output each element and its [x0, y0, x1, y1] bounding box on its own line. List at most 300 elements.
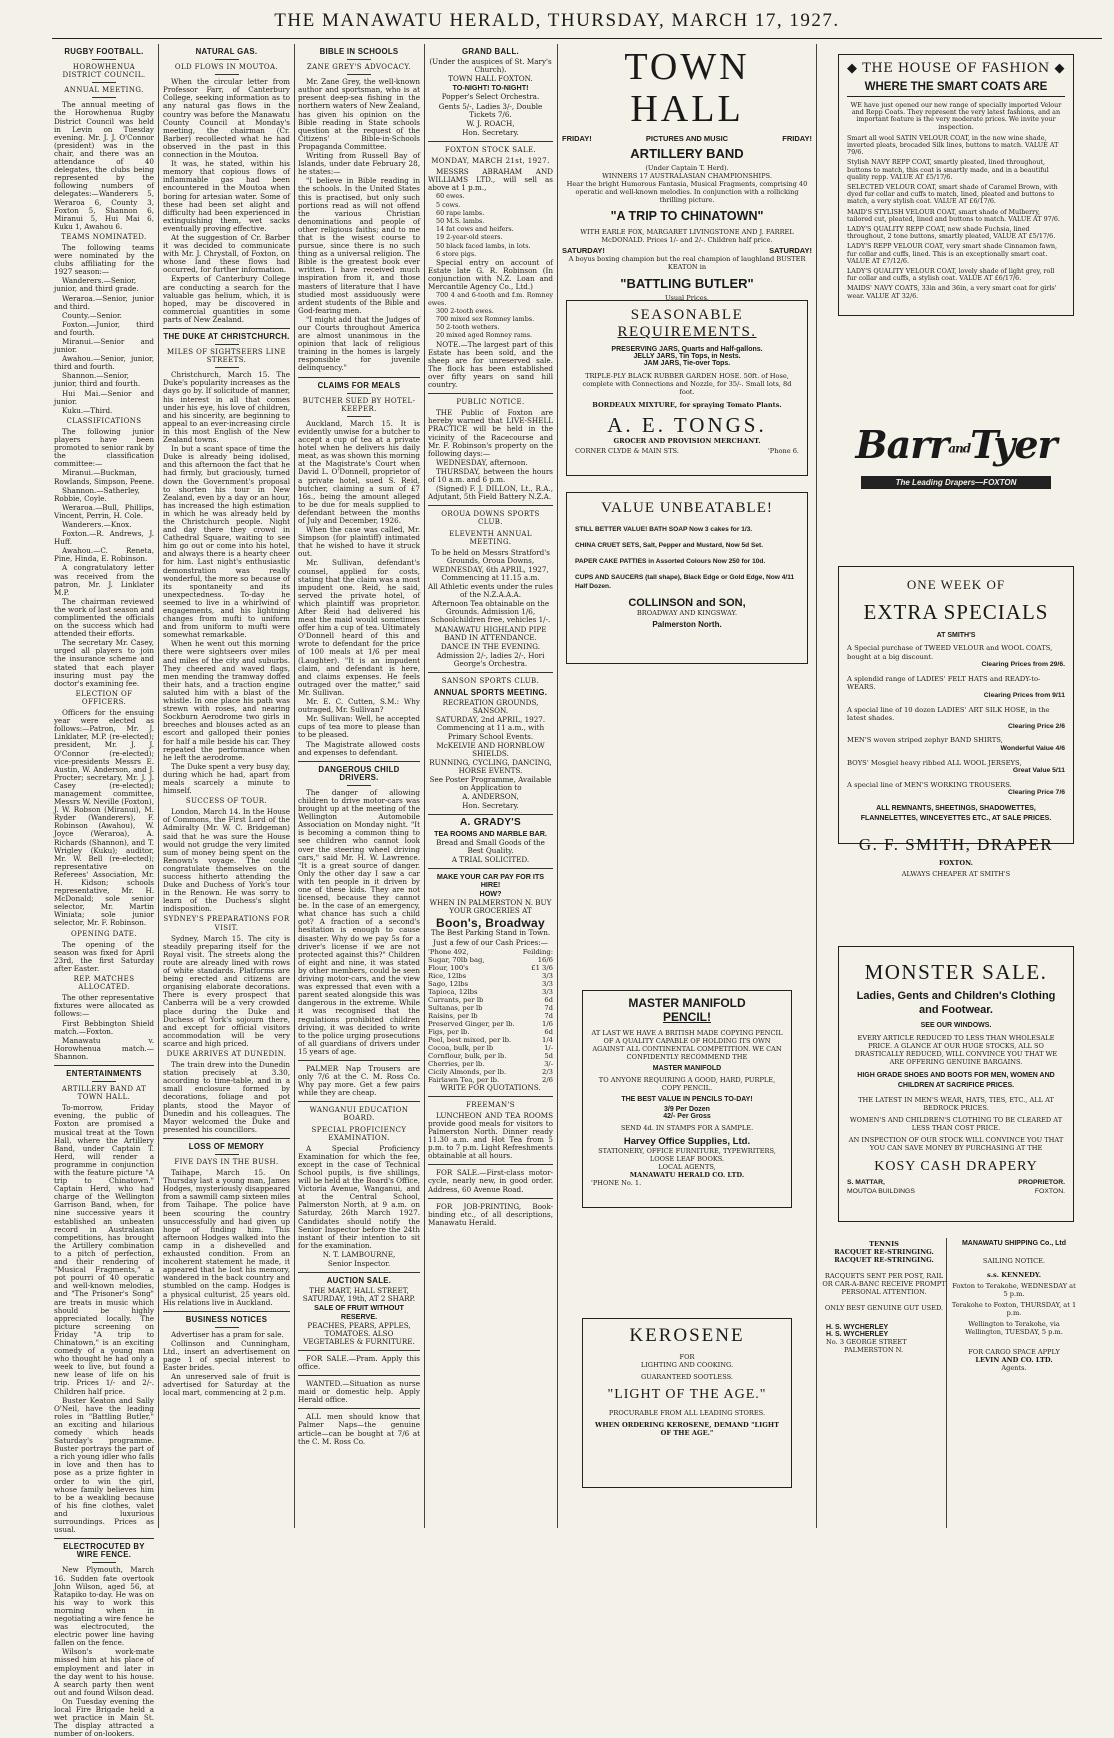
- tennis-line: TENNIS: [869, 1240, 899, 1248]
- kosy-bldg: FOXTON.: [1034, 1188, 1065, 1195]
- article-paragraph: When the case was called, Mr. Simpson (for plaintiff) intimated that he wished to have it struck out.: [298, 525, 420, 559]
- price-item: Cicily Almonds, per lb.: [428, 1067, 507, 1076]
- price-value: 7d: [544, 1003, 553, 1012]
- ball-line: TO-NIGHT! TO-NIGHT!: [452, 83, 529, 93]
- smith-name: G. F. SMITH, DRAPER: [858, 834, 1054, 854]
- column-rule: [424, 44, 425, 1528]
- memory-heading: LOSS OF MEMORY: [188, 1141, 265, 1151]
- value-item: CUPS AND SAUCERS (tall shape), Black Edge or Gold Edge, Now 4/11 Half Dozen.: [575, 574, 795, 590]
- list-item: 6 store pigs.: [436, 249, 477, 258]
- seasonable-title: REQUIREMENTS.: [617, 324, 757, 340]
- price-value: 3/3: [542, 987, 553, 996]
- tongs-trade: GROCER AND PROVISION MERCHANT.: [613, 437, 761, 445]
- article-paragraph: The train drew into the Dunedin station precisely at 3.30, according to time-table, and in a small enclosure formed by decorations, foliage and pot plants, stood the Mayor of Dunedin and his colleagues. The Mayor welcomed the Duke and presented his councillors.: [163, 1060, 290, 1134]
- article-paragraph: New Plymouth, March 16. Sudden fate overtook John Wilson, aged 56, at Ratapiko to-day. He was on his way to work this morning when in negotiating a wire fence he was electrocuted, the electric power line having fallen on the fence.: [54, 1565, 154, 1648]
- article-paragraph: When the circular letter from Professor Farr, of Canterbury College, seeking information as to any natural gas flows in the country was before the Manawatu County Council at Monday's meeting, the chairman (Cr. Barber) recollected what he had observed in the past in this connection in the Moutoa.: [163, 77, 290, 160]
- article-paragraph: Writing from Russell Bay of Islands, under date February 28, he states:—: [298, 151, 420, 177]
- fashion-title: ◆ THE HOUSE OF FASHION ◆: [847, 61, 1065, 76]
- shipping-line: Terakohe to Foxton, THURSDAY, at 1 p.m.: [951, 1301, 1077, 1317]
- price-item: Peel, best mixed, per lb.: [428, 1035, 512, 1044]
- event-line: WEDNESDAY, 6th APRIL, 1927, Commencing at 11.15 a.m.: [432, 564, 549, 582]
- price-value: 6d: [544, 995, 553, 1004]
- logo-banner: The Leading Drapers—FOXTON: [861, 476, 1051, 489]
- column-rule: [557, 44, 558, 1528]
- price-value: £1 3/6: [531, 963, 553, 972]
- winners-line: WINNERS 17 AUSTRALASIAN CHAMPIONSHIPS.: [602, 172, 772, 180]
- entertainments-subheading: ARTILLERY BAND AT TOWN HALL.: [61, 1085, 147, 1102]
- barr-tyer-logo: [840, 420, 1072, 516]
- price-value: 5d: [544, 1051, 553, 1060]
- article-paragraph: London, March 14. In the House of Commons, the First Lord of the Admiralty (Mr. W. C. Bridgeman) said that he was sure the House would not grudge the very limited sum of money being spent on the Renown's voyage. The could congratulate themselves on the success hitherto attending the Duke and Duchess of York's tour in the Renown. He was sorry to learn of the Duchess's slight indisposition.: [163, 807, 290, 914]
- monster-shoes: HIGH GRADE SHOES AND BOOTS FOR MEN, WOMEN AND CHILDREN AT SACRIFICE PRICES.: [857, 1072, 1055, 1089]
- list-item: 14 fat cows and heifers.: [436, 225, 514, 234]
- divider: [347, 59, 371, 60]
- table-row: [428, 1060, 553, 1068]
- section-title: OPENING DATE.: [71, 929, 137, 938]
- divider: [428, 868, 553, 869]
- divider: [298, 1272, 420, 1273]
- price-item: Cornflour, bulk, per lb.: [428, 1051, 507, 1060]
- table-row: [428, 1068, 553, 1076]
- article-paragraph: THE Public of Foxton are hereby warned that LIVE-SHELL PRACTICE will be held in the vicinity of the Racecourse and Mr. F. Robinson's property on the following days:—: [428, 408, 553, 458]
- list-item: Hui Mai.—Senior and junior.: [54, 388, 154, 406]
- kerosene-line: WHEN ORDERING KEROSENE, DEMAND "LIGHT OF THE AGE.": [594, 1421, 779, 1437]
- kosy-prop: S. MATTAR,: [847, 1179, 885, 1186]
- pencil-brand: MASTER MANIFOLD: [652, 1065, 722, 1072]
- collinson-town: Palmerston North.: [652, 620, 722, 629]
- smith-tagline: ALWAYS CHEAPER AT SMITH'S: [901, 869, 1011, 878]
- price-item: Raisins, per lb: [428, 1011, 478, 1020]
- fashion-ad: [838, 54, 1074, 316]
- pencil-title: PENCIL!: [663, 1010, 711, 1024]
- list-item: Manawatu v. Horowhenua match.—Shannon.: [54, 1035, 154, 1061]
- list-item: 700 mixed sex Romney lambs.: [436, 315, 535, 324]
- event-line: To be held on Messrs Stratford's Grounds, Oroua Downs,: [431, 547, 550, 565]
- divider: [215, 74, 239, 75]
- classified-ad: ALL men should know that Palmer Naps—the genuine article—can be bought at 7/6 at the C. M. Ross Co.: [298, 1412, 420, 1446]
- monster-windows: SEE OUR WINDOWS.: [920, 1022, 992, 1029]
- collinson-name: COLLINSON and SON,: [628, 597, 746, 609]
- diamond-icon: ◆: [847, 61, 858, 76]
- band-name: ARTILLERY BAND: [630, 146, 744, 161]
- divider: [215, 1154, 239, 1155]
- shipping-line: Foxton to Terakohe, WEDNESDAY at 5 p.m.: [952, 1282, 1076, 1298]
- event-line: DANCE IN THE EVENING.: [440, 641, 541, 651]
- value-item: PAPER CAKE PATTIES in Assorted Colours Now 250 for 10d.: [575, 558, 766, 565]
- divider: [215, 59, 239, 60]
- table-row: [428, 948, 553, 956]
- sanson-subheading: ANNUAL SPORTS MEETING.: [433, 688, 548, 698]
- divider: [54, 1065, 154, 1066]
- kerosene-title: KEROSENE: [629, 1325, 745, 1346]
- article-paragraph: The chairman reviewed the work of last season and complimented the officials on the success which had attended their efforts.: [54, 596, 155, 639]
- specials-desc: A Special purchase of TWEED VELOUR and WOOL COATS, bought at a big discount.: [847, 644, 1053, 661]
- kosy-bldg: MOUTOA BUILDINGS: [847, 1188, 915, 1195]
- captain-line: (Under Captain T. Herd).: [645, 164, 729, 172]
- article-paragraph: The Duke spent a very busy day, during which he had, apart from meals scarcely a minute to himself.: [163, 761, 290, 796]
- fashion-item: MAIDS' NAVY COATS, 33in and 36in, a very smart coat for girls' wear. VALUE AT 32/6.: [847, 284, 1057, 300]
- article-paragraph: The annual meeting of the Horowhenua Rugby District Council was held in Levin on Tuesday evening. Mr. J. J. O'Connor (president) was in the chair, and there was an attendance of 40 delegates, the clubs being represented by the following numbers of delegates:—Wanderers 5, Weraroa 6, County 3, Foxton 5, Shannon 6, Miranui 5, Hui Mai 6, Kuku 1, Awahou 6.: [54, 100, 154, 231]
- signature: N. T. LAMBOURNE,: [322, 1249, 396, 1259]
- freeman-heading: FREEMAN'S: [465, 1100, 515, 1109]
- fashion-item: MAID'S STYLISH VELOUR COAT, smart shade of Mulberry, tailored cut, pleated, lined and buttons to match. VALUE AT 97/6.: [847, 207, 1060, 223]
- divider: [92, 59, 116, 60]
- specials-title: EXTRA SPECIALS: [863, 600, 1049, 624]
- stock-sale-date: MONDAY, MARCH 21st, 1927.: [431, 157, 550, 166]
- article-paragraph: Taihape, March 15. On Thursday last a young man, James Hodges, mysteriously disappeared from a sawmill camp sixteen miles from Taihape. The police have been scouring the country unsuccessfully and had given up hope of finding him. This afternoon Hodges walked into the camp in a dishevelled and exhausted condition. From an incoherent statement he made, it appeared that he lost his memory, wandered in the back country and stumbled on the camp. Hodges is a physical culturist, 25 years old. His relations live in Auckland.: [163, 1168, 290, 1307]
- list-item: 5 cows.: [436, 200, 461, 209]
- price-item: Sago, 12lbs: [428, 979, 469, 988]
- divider: [428, 505, 553, 506]
- classified-ad: PALMER Nap Trousers are only 7/6 at the C. M. Ross Co. Why pay more. Get a few pairs while they are cheap.: [298, 1063, 420, 1098]
- section-title: SUCCESS OF TOUR.: [185, 797, 268, 806]
- boon-line: WHEN IN PALMERSTON N. BUY YOUR GROCERIES AT: [429, 898, 552, 916]
- value-ad: [566, 492, 808, 664]
- specials-desc: A special line of MEN'S WORKING TROUSERS.: [847, 780, 1012, 789]
- pencil-price: 42/- Per Gross: [663, 1113, 711, 1120]
- article-paragraph: "I believe in Bible reading in the schools. In the United States this is practised, but only such portions read as will not offend the various Christian denominations and people of other religious faiths; and to me that is the wisest course to pursue, since there is no such thing as a universal religion. The Bible is the greatest book ever written. I have received much inspiration from it, and those masters of literature that I have studied most assiduously were ardent students of the Bible and God-fearing men.: [298, 176, 420, 315]
- bible-heading: BIBLE IN SCHOOLS: [319, 47, 399, 56]
- column-4: [428, 44, 553, 1528]
- fashion-subtitle: WHERE THE SMART COATS ARE: [847, 81, 1065, 97]
- logo-text: Barr: [855, 422, 949, 467]
- pencil-sample: SEND 4d. IN STAMPS FOR A SAMPLE.: [620, 1124, 754, 1132]
- divider: [298, 1101, 420, 1102]
- boxing-line: A boyus boxing champion but the real champion of laughland BUSTER KEATON in: [568, 255, 806, 271]
- article-paragraph: "I might add that the Judges of our Courts throughout America are almost unanimous in the opinion that lack of religious training in the homes is largely responsible for juvenile delinquency.": [298, 314, 420, 373]
- logo-text: Tyer: [970, 422, 1057, 467]
- section-title: CLASSIFICATIONS: [66, 416, 142, 425]
- article-paragraph: An unreserved sale of fruit is advertised for Saturday at the local mart, commencing at 2 p.m.: [163, 1372, 290, 1398]
- article-paragraph: Buster Keaton and Sally O'Neil, have the leading roles in "Battling Butler," an exciting and hilarious comedy which heads Saturday's programme. Buster portrays the part of a rich young idler who falls in love and then has to pose as a prize fighter in order to win the girl, whose family believes him to be a weakling because of his fine clothes, valet and luxurious surroundings. Prices as usual.: [54, 1395, 154, 1535]
- article-paragraph: In but a scant space of time the Duke is already being idolised, and this afternoon the fact that he had firmly, but graciously, turned down the Government's proposal to shorten his tour in New Zealand, even by a day or an hour, has increased the high estimation in which he was already held by the Christchurch people. Night and day there they crowd in Cathedral Square, waiting to see him go out or come into his hotel, and always there is a hearty cheer for him. Last night's enthusiastic demonstration was really wonderful, the more so because of its spontaneity and its unexpectedness. To-day he seemed to live in a whirlwind of engagements, and his lightning changes from mufti to uniform and from uniform to mufti were somewhat remarkable.: [163, 444, 290, 640]
- article-paragraph: MESSRS ABRAHAM AND WILLIAMS LTD., will sell as above at 1 p.m.,: [428, 167, 553, 193]
- wanganui-subheading: SPECIAL PROFICIENCY EXAMINATION.: [311, 1125, 407, 1142]
- cast-line: WITH EARLE FOX, MARGARET LIVINGSTONE AND J. FARREL McDONALD. Prices 1/- and 2/-. Children half price.: [580, 228, 794, 244]
- price-value: 7d: [544, 1011, 553, 1020]
- article-paragraph: The Magistrate allowed costs and expenses to defendant.: [298, 739, 420, 757]
- business-notices-heading: BUSINESS NOTICES: [185, 1314, 268, 1324]
- oroua-subheading: ELEVENTH ANNUAL MEETING.: [449, 529, 532, 546]
- gas-subheading: OLD FLOWS IN MOUTOA.: [174, 63, 279, 72]
- meals-subheading: BUTCHER SUED BY HOTEL-KEEPER.: [302, 396, 416, 413]
- shipping-agents: LEVIN AND CO. LTD.: [975, 1356, 1053, 1364]
- article-paragraph: Experts of Canterbury College are conducting a search for the valuable gas helium, which, it is hoped, may be discovered in commercial quantities in some parts of New Zealand.: [163, 274, 290, 324]
- event-line: Admission 2/-, ladies 2/-, Hori George's Orchestra.: [436, 650, 545, 668]
- pencil-desc: TO ANYONE REQUIRING A GOOD, HARD, PURPLE, COPY PENCIL.: [598, 1076, 776, 1092]
- signature: A. ANDERSON,: [462, 792, 519, 802]
- article-paragraph: It was, he stated, within his memory that copious flows of inflammable gas had been encountered in the Moutoa when boring for artesian water. Some of these had been set alight and difficulty had been experienced in extinguishing them, wet sacks eventually proving effective.: [163, 159, 290, 233]
- divider: [92, 1562, 116, 1563]
- table-row: [428, 1052, 553, 1060]
- electrocuted-heading: ELECTROCUTED BY WIRE FENCE.: [63, 1542, 145, 1560]
- wycherley-name: H. S. WYCHERLEY: [826, 1331, 889, 1338]
- table-row: [428, 1004, 553, 1012]
- article-paragraph: Mr. E. C. Cutten, S.M.: Why outraged, Mr. Sullivan?: [298, 697, 420, 715]
- bible-subheading: ZANE GREY'S ADVOCACY.: [306, 63, 412, 72]
- divider: [92, 97, 116, 98]
- price-item: Flour, 100's: [428, 963, 469, 972]
- specials-price: Clearing Price 7/6: [1007, 789, 1065, 797]
- kerosene-line: PROCURABLE FROM ALL LEADING STORES.: [608, 1409, 766, 1417]
- fashion-item: Stylish NAVY REPP COAT, smartly pleated, lined throughout, buttons to match, this coat is smartly made, and in a beautiful quality repp. VALUE AT £5/17/6.: [847, 158, 1049, 181]
- value-item: CHINA CRUET SETS, Salt, Pepper and Mustard, Now 5d Set.: [575, 542, 764, 549]
- price-value: 2/6: [542, 1075, 553, 1084]
- divider: [428, 393, 553, 394]
- boon-line: WRITE FOR QUOTATIONS.: [440, 1082, 541, 1092]
- auction-line: THE MART, HALL STREET, SATURDAY, 19th, AT 2 SHARP.: [302, 1286, 416, 1304]
- classified-ad: WANTED.—Situation as nurse maid or domestic help. Apply Herald office.: [298, 1379, 420, 1405]
- event-line: All Athletic events under the rules of the N.Z.A.A.A.: [428, 582, 553, 600]
- divider: [163, 1311, 290, 1312]
- program-line: Hear the bright Humorous Fantasia, Musical Fragments, comprising 40 operatic and well-known melodies. In conjunction with a rollicking thrilling picture.: [566, 180, 808, 204]
- kosy-name: KOSY CASH DRAPERY: [874, 1159, 1038, 1174]
- product-line: PRESERVING JARS, Quarts and Half-gallons.: [611, 346, 763, 353]
- price-item: 'Phone 492,: [428, 947, 469, 956]
- value-title: VALUE UNBEATABLE!: [601, 500, 773, 516]
- public-notice-heading: PUBLIC NOTICE.: [456, 398, 525, 407]
- section-title: SYDNEY'S PREPARATIONS FOR VISIT.: [163, 915, 290, 932]
- signature-title: Hon. Secretary.: [462, 127, 519, 137]
- article-paragraph: When he went out this morning there were sightseers over miles and miles of the city and suburbs. They cheered and waved flags, men mending the tramway doffed their hats, and a traction engine saluted him with a blast of the whistle. In one place his path was strewn with roses, and nearing Sockburn Aerodrome two girls in breeches and blouses acted as an escort and galloped their ponies for half a mile beside his car. They repeated the performance when he left the aerodrome.: [163, 639, 290, 762]
- fashion-item: Smart all wool SATIN VELOUR COAT, in the new wine shade, inverted pleats, brocaded Silk lines, buttons to match. VALUE AT 79/6.: [847, 133, 1059, 157]
- shipping-agents-label: Agents.: [1001, 1364, 1027, 1372]
- divider: [347, 416, 371, 417]
- article-paragraph: The danger of allowing children to drive motor-cars was brought up at the meeting of the Wellington Automobile Association on Monday night. "It is becoming a common thing to see children who cannot look over the steering wheel driving cars," said Mr. H. W. Lawrence. "It is a great source of danger. Only the other day I saw a car with ten people in it driven by one of these kids. They are not licensed, because they cannot be. In the case of an emergency, what chance has such a child got? A fraction of a second's hesitation is enough to cause disaster. Why do we pay 5s for a driver's license if we are not protected against this?" Children of eight and nine, it was stated by other members, could be seen driving motor-cars, and the view was expressed that even with a parent seated alongside this was dangerous in the extreme. While it was recognised that the regulations prohibited children driving, it was decided to write to the police urging prosecutions of all guardians of drivers under 15 years of age.: [298, 787, 420, 1056]
- ball-line: (Under the auspices of St. Mary's Church).: [429, 57, 552, 75]
- article-paragraph: Officers for the ensuing year were elected as follows:—Patron, Mr. J. Linklater, M.P. (re-elected); president, Mr. J. J. O'Connor (re-elected); vice-presidents Messrs E. Austin, W. Anderson, and J. Procter; secretary, Mr. J. J. Casey (re-elected); management committee, Messrs W. Neville (Foxton), J. W. Robson (Miranui), M. Ryder (Wanderers), F. Robinson (Awahou), W. Joyce (Weraroa), A. Richards (Shannon), and T. Wrigley (Kuku); auditor, Mr. W. Bell (re-elected); representative on Referees' Association, Mr. H. Kidson; schools representative, Mr. H. McDonald; sole senior selector, Mr. Martin Winiata; sole junior selector, Mr. F. Robinson.: [54, 708, 154, 928]
- article-paragraph: Mr. Sullivan: Well, he accepted cups of tea more to please than to be pleased.: [298, 714, 420, 740]
- town-hall-title: TOWN HALL: [624, 46, 750, 130]
- kerosene-slogan: "LIGHT OF THE AGE.": [607, 1387, 767, 1402]
- drivers-heading: DANGEROUS CHILD DRIVERS.: [318, 764, 400, 782]
- fashion-item: LADY'S QUALITY VELOUR COAT, lovely shade of light grey, roll fur collar and cuffs, a stylish coat. VALUE AT £6/17/6.: [847, 267, 1055, 283]
- list-item: Wanderers.—Senior, junior, and third grade.: [54, 276, 139, 294]
- wanganui-heading: WANGANUI EDUCATION BOARD.: [309, 1106, 409, 1123]
- column-1: [54, 44, 155, 1738]
- price-value: 2/3: [542, 1067, 553, 1076]
- monster-title: MONSTER SALE.: [864, 960, 1048, 984]
- list-item: THURSDAY, between the hours of 10 a.m. and 6 p.m.: [428, 466, 553, 485]
- signature-title: Senior Inspector.: [327, 1259, 391, 1269]
- divider: [92, 82, 116, 83]
- rugby-heading: RUGBY FOOTBALL.: [64, 47, 144, 56]
- specials-all: ALL REMNANTS, SHEETINGS, SHADOWETTES, FLANNELETTES, WINCEYETTES ETC., AT SALE PRICES.: [860, 804, 1052, 822]
- price-item: Preserved Ginger, per lb.: [428, 1019, 515, 1028]
- sanson-heading: SANSON SPORTS CLUB.: [441, 677, 540, 685]
- boon-line: The Best Parking Stand in Town.: [430, 928, 551, 938]
- saturday-label: SATURDAY!: [562, 246, 605, 255]
- event-line: McKELVIE AND HORNBLOW SHIELDS.: [436, 740, 545, 758]
- list-item: Wanderers.—Knox.: [62, 519, 132, 529]
- specials-price: Great Value 5/11: [1012, 767, 1065, 775]
- product-line: JELLY JARS, Tin Tops, in Nests.: [633, 353, 741, 360]
- divider: [298, 377, 420, 378]
- specials-price: Clearing Prices from 29/6.: [981, 661, 1065, 669]
- list-item: 700 4 and 6-tooth and f.m. Romney ewes.: [428, 291, 553, 307]
- usual-prices: Usual Prices.: [664, 294, 710, 302]
- shipping-title: MANAWATU SHIPPING Co., Ltd: [961, 1240, 1067, 1247]
- feature-title: "A TRIP TO CHINATOWN": [610, 209, 764, 223]
- signature: (Signed) F. J. DILLON, Lt., R.A., Adjutant, 5th Field Battery N.Z.A.: [428, 484, 553, 502]
- article-paragraph: The following junior players have been promoted to senior rank by the classification committee:—: [54, 426, 154, 469]
- article-paragraph: NOTE.—The largest part of this Estate has been sold, and the sheep are for unreserved sale. The flock has been established over fifty years on sand hill country.: [428, 339, 553, 390]
- specials-item: [847, 736, 1065, 753]
- pencil-best: THE BEST VALUE IN PENCILS TO-DAY!: [621, 1096, 753, 1103]
- event-line: MANAWATU HIGHLAND PIPE BAND IN ATTENDANCE.: [434, 624, 547, 642]
- specials-item: [847, 644, 1065, 670]
- pictures-label: PICTURES AND MUSIC: [645, 134, 729, 143]
- price-value: 16/6: [537, 955, 553, 964]
- meals-heading: CLAIMS FOR MEALS: [317, 380, 401, 390]
- tennis-line: ONLY BEST GENUINE GUT USED.: [824, 1304, 944, 1312]
- kerosene-ad: [582, 1318, 792, 1488]
- tongs-phone: 'Phone 6.: [767, 447, 799, 455]
- divider: [347, 393, 371, 394]
- specials-desc: BOYS' Mosgiel heavy ribbed ALL WOOL JERSEYS,: [847, 758, 1022, 767]
- price-value: 3/3: [542, 971, 553, 980]
- duke-subheading: MILES OF SIGHTSEERS LINE STREETS.: [166, 348, 286, 365]
- signature-title: Hon. Secretary.: [462, 801, 519, 811]
- fashion-item: SELECTED VELOUR COAT, smart shade of Caramel Brown, with dyed fur collar and cuffs to match, lined, pleated and buttons to match, a very stylish coat. VALUE AT £6/17/6.: [847, 183, 1058, 206]
- fashion-item: LADY'S REPP VELOUR COAT, very smart shade Cinnamon fawn, fur collar and cuffs, lined. This is an exceptionally smart coat. VALUE AT £7/12/6.: [847, 242, 1058, 265]
- price-table: [428, 948, 553, 1084]
- table-row: [428, 1028, 553, 1036]
- gas-heading: NATURAL GAS.: [195, 47, 258, 56]
- divider: [215, 344, 239, 345]
- list-item: Shannon.—Satherley, Robbie, Coyle.: [54, 485, 140, 503]
- oroua-heading: OROUA DOWNS SPORTS CLUB.: [441, 510, 540, 527]
- ball-heading: GRAND BALL.: [461, 47, 519, 56]
- shipping-ad: [950, 1238, 1078, 1528]
- divider: [54, 1538, 154, 1539]
- article-paragraph: The following teams were nominated by the clubs affiliating for the 1927 season:—: [54, 242, 154, 277]
- divider: [428, 1164, 553, 1165]
- article-paragraph: On Tuesday evening the local Fire Brigade held a wet practice in Main St. The display attracted a number of on-lookers.: [54, 1696, 154, 1738]
- divider: [215, 1327, 239, 1328]
- divider: [347, 74, 371, 75]
- pencil-ad: [582, 990, 792, 1208]
- article-paragraph: Advertiser has a pram for sale.: [171, 1329, 284, 1339]
- list-item: Miranui.—Senior and junior.: [54, 337, 154, 355]
- product-line: BORDEAUX MIXTURE, for spraying Tomato Plants.: [592, 401, 782, 409]
- shipping-ship: s.s. KENNEDY.: [986, 1271, 1042, 1279]
- wycherley-address: No. 3 GEORGE STREET: [826, 1338, 907, 1346]
- divider: [298, 761, 420, 762]
- grady-line: A TRIAL SOLICITED.: [451, 854, 530, 864]
- rugby-subheading: HOROWHENUA DISTRICT COUNCIL.: [62, 63, 146, 80]
- price-item: Cocoa, bulk, per lb: [428, 1043, 494, 1052]
- kerosene-line: LIGHTING AND COOKING.: [640, 1361, 734, 1369]
- specials-price: Wonderful Value 4/6: [1000, 744, 1065, 752]
- list-item: WEDNESDAY, afternoon.: [436, 457, 528, 467]
- table-row: [428, 988, 553, 996]
- price-value: 3/3: [542, 979, 553, 988]
- price-value: 6d: [544, 1027, 553, 1036]
- table-row: [428, 1036, 553, 1044]
- section-title: TEAMS NOMINATED.: [61, 232, 147, 241]
- divider: [428, 141, 553, 142]
- pencil-price: 3/9 Per Dozen: [664, 1106, 710, 1113]
- masthead: THE MANAWATU HERALD, THURSDAY, MARCH 17, 1927.: [274, 10, 840, 31]
- list-item: First Bebbington Shield match.—Foxton.: [54, 1018, 154, 1036]
- list-item: Foxton.—Junior, third and fourth.: [54, 319, 154, 337]
- feature-title: "BATTLING BUTLER": [620, 276, 754, 291]
- list-item: Miranui.—Buckman, Rowlands, Simpson, Peene.: [54, 468, 155, 486]
- product-line: TRIPLE-PLY BLACK RUBBER GARDEN HOSE. 50ft. of Hose, complete with Connections and Nozzle, for 35/-. Small lots, 8d foot.: [582, 372, 792, 396]
- event-line: SATURDAY, 2nd APRIL, 1927. Commencing at 11 a.m., with Primary School Events.: [435, 715, 546, 741]
- specials-price: Clearing Prices from 9/11: [983, 691, 1065, 699]
- divider: [163, 328, 290, 329]
- specials-top: ONE WEEK OF: [906, 577, 1006, 592]
- article-paragraph: Special entry on account of Estate late G. R. Robinson (In conjunction with N.Z. Loan and Mercantile Agency Co., Ltd.): [428, 258, 553, 292]
- rugby-subheading: ANNUAL MEETING.: [64, 86, 144, 95]
- harvey-desc: STATIONERY, OFFICE FURNITURE, TYPEWRITERS, LOOSE LEAF BOOKS.: [598, 1147, 776, 1163]
- article-paragraph: LUNCHEON AND TEA ROOMS provide good meals for visitors to Palmerston North. Dinner ready 11.30 a.m. and Hot Tea from 5 p.m. to 7 p.m. Light Refreshments obtainable at all hours.: [428, 1110, 553, 1161]
- divider: [163, 1138, 290, 1139]
- price-item: Cherries, per lb.: [428, 1059, 485, 1068]
- article-paragraph: The other representative fixtures were allocated as follows:—: [54, 993, 154, 1019]
- tennis-line: RACQUET RE-STRINGING.: [834, 1256, 934, 1264]
- duke-heading: THE DUKE AT CHRISTCHURCH.: [163, 332, 290, 341]
- monster-latest: THE LATEST IN MEN'S WEAR, HATS, TIES, ETC., ALL AT BEDROCK PRICES.: [858, 1096, 1054, 1112]
- classified-ad: FOR SALE.—Pram. Apply this office.: [298, 1353, 420, 1371]
- section-title: DUKE ARRIVES AT DUNEDIN.: [166, 1049, 287, 1058]
- harvey-name: Harvey Office Supplies, Ltd.: [623, 1136, 751, 1147]
- divider: [92, 1081, 116, 1082]
- specials-price: Clearing Price 2/6: [1007, 722, 1065, 730]
- entertainments-heading: ENTERTAINMENTS: [66, 1068, 142, 1078]
- article-paragraph: Wilson's work-mate missed him at his place of employment and later in the day went to his house. A search party then went out and found Wilson dead.: [54, 1647, 154, 1697]
- monster-para: EVERY ARTICLE REDUCED TO LESS THAN WHOLESALE PRICE. A GLANCE AT OUR HUGE STOCKS, ALL SO DRASTICALLY REDUCED, WILL CONVINCE YOU THAT WE ARE OFFERING GENUINE BARGAINS.: [854, 1034, 1058, 1066]
- memory-subheading: FIVE DAYS IN THE BUSH.: [174, 1158, 279, 1166]
- event-line: Afternoon Tea obtainable on the Grounds. Admission 1/6, Schoolchildren free, vehicles 1/-.: [430, 599, 551, 625]
- list-item: County.—Senior.: [62, 310, 122, 320]
- specials-item: [847, 759, 1065, 776]
- stock-sale-heading: FOXTON STOCK SALE.: [444, 145, 537, 154]
- divider: [298, 1060, 420, 1061]
- article-paragraph: The secretary Mr. Casey, urged all players to join the insurance scheme and stated that each player insuring must pay the doctor's examining fee.: [54, 638, 154, 688]
- town-hall-ad: [562, 44, 812, 302]
- monster-sale-ad: [838, 946, 1074, 1222]
- list-item: 50 black faced lambs, in lots.: [436, 241, 531, 250]
- harvey-phone: 'PHONE No. 1.: [591, 1179, 642, 1187]
- specials-desc: A special line of 10 dozen LADIES' ART SILK HOSE, in the latest shades.: [847, 705, 1050, 723]
- table-row: [428, 972, 553, 980]
- table-row: [428, 980, 553, 988]
- specials-item: [847, 706, 1065, 732]
- harvey-agents: MANAWATU HERALD CO. LTD.: [629, 1171, 745, 1179]
- auction-heading: AUCTION SALE.: [326, 1276, 392, 1286]
- boon-tagline: MAKE YOUR CAR PAY FOR ITS HIRE!: [436, 871, 545, 889]
- friday-label: FRIDAY!: [782, 134, 812, 143]
- article-paragraph: A Special Proficiency Examination for which the fee, except in the case of Technical School pupils, is five shillings, will be held at the Board's Office, Victoria Avenue, Wanganui, and at the Central School, Palmerston North, at 9 a.m. on Saturday, 26th March 1927. Candidates should notify the Senior Inspector before the 24th instant of their intention to sit for the examination.: [298, 1143, 420, 1250]
- table-row: [428, 1020, 553, 1028]
- price-value: 1/6: [542, 1019, 553, 1028]
- logo-text: and: [948, 441, 971, 456]
- smith-foxton: FOXTON.: [939, 858, 973, 867]
- collinson-address: BROADWAY AND KINGSWAY.: [636, 609, 738, 617]
- value-item: STILL BETTER VALUE! BATH SOAP Now 3 cakes for 1/3.: [575, 526, 753, 533]
- wycherley-name: H. S. WYCHERLEY: [826, 1324, 889, 1331]
- product-line: JAM JARS, Tie-over Tops.: [643, 360, 731, 367]
- price-item: Currants, per lb: [428, 995, 484, 1004]
- specials-ad: [838, 566, 1074, 878]
- table-row: [428, 1044, 553, 1052]
- article-paragraph: A congratulatory letter was received from the patron, Mr. J. Linklater M.P.: [54, 563, 154, 597]
- list-item: 300 2-tooth ewes.: [436, 306, 494, 315]
- specials-desc: A splendid range of LADIES' FELT HATS and READY-to-WEARS.: [847, 674, 1041, 692]
